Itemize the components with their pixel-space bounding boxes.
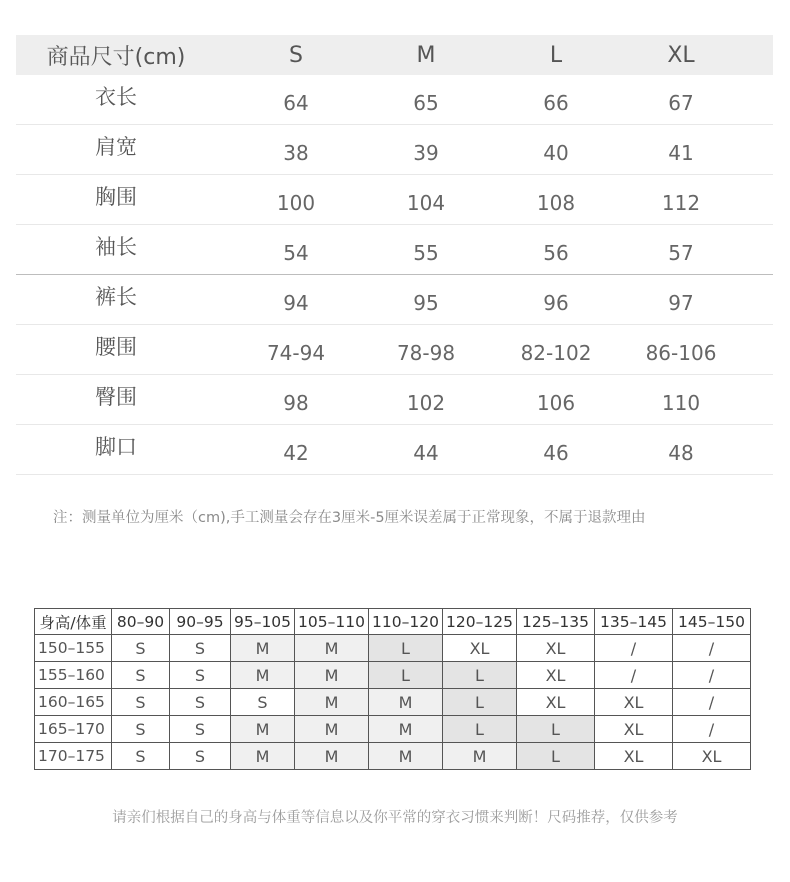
size-cell: S	[112, 662, 170, 689]
cell-value: 97	[668, 291, 694, 315]
cell-value: 66	[543, 91, 569, 115]
header-size-m: M	[416, 42, 436, 68]
size-cell: M	[369, 689, 443, 716]
size-cell: S	[170, 716, 231, 743]
size-cell: M	[231, 635, 295, 662]
header-weight-range: 110–120	[369, 609, 443, 635]
measurement-note: 注：测量单位为厘米（cm),手工测量会存在3厘米-5厘米误差属于正常现象，不属于退款理由	[53, 510, 646, 526]
cell-value: 64	[283, 91, 309, 115]
size-cell: S	[112, 635, 170, 662]
header-weight-range: 95–105	[231, 609, 295, 635]
cell-value: 39	[413, 141, 439, 165]
cell-value: 110	[661, 391, 701, 415]
table-row	[16, 325, 773, 375]
size-cell: XL	[517, 689, 595, 716]
header-size-s: S	[289, 42, 303, 68]
cell-value: 100	[276, 191, 316, 215]
size-cell: S	[170, 743, 231, 770]
size-cell: L	[443, 716, 517, 743]
cell-value: 38	[283, 141, 309, 165]
cell-value: 41	[668, 141, 694, 165]
size-cell: /	[595, 662, 673, 689]
size-cell: M	[295, 635, 369, 662]
cell-value: 102	[406, 391, 446, 415]
size-recommendation-table	[34, 608, 751, 770]
header-weight-range: 90–95	[170, 609, 231, 635]
cell-value: 74-94	[266, 341, 326, 365]
row-label: 胸围	[95, 185, 137, 209]
table-row	[16, 75, 773, 125]
row-label: 裤长	[95, 285, 137, 309]
size-cell: /	[673, 689, 751, 716]
size-cell: S	[170, 635, 231, 662]
size-cell: M	[231, 662, 295, 689]
size-cell: S	[170, 662, 231, 689]
cell-value: 104	[406, 191, 446, 215]
row-label: 衣长	[95, 85, 137, 109]
size-cell: S	[170, 689, 231, 716]
size-cell: S	[112, 689, 170, 716]
header-weight-range: 145–150	[673, 609, 751, 635]
cell-value: 78-98	[396, 341, 456, 365]
size-cell: XL	[673, 743, 751, 770]
table-row	[35, 635, 751, 662]
cell-value: 106	[536, 391, 576, 415]
size-cell: M	[443, 743, 517, 770]
table-row	[16, 425, 773, 475]
size-cell: /	[673, 635, 751, 662]
table-row	[35, 743, 751, 770]
size-cell: XL	[595, 689, 673, 716]
rec-header-row	[35, 609, 751, 635]
cell-value: 57	[668, 241, 694, 265]
size-cell: S	[112, 716, 170, 743]
row-label: 肩宽	[95, 135, 137, 159]
size-cell: /	[595, 635, 673, 662]
cell-value: 46	[543, 441, 569, 465]
table-row	[35, 716, 751, 743]
row-label: 袖长	[95, 235, 137, 259]
height-range: 150–155	[35, 635, 112, 662]
table-row	[16, 125, 773, 175]
height-range: 170–175	[35, 743, 112, 770]
size-cell: /	[673, 662, 751, 689]
size-cell: XL	[517, 662, 595, 689]
cell-value: 112	[661, 191, 701, 215]
header-weight-range: 135–145	[595, 609, 673, 635]
size-cell: XL	[595, 716, 673, 743]
cell-value: 98	[283, 391, 309, 415]
size-cell: S	[231, 689, 295, 716]
header-product-size: 商品尺寸(cm)	[46, 44, 186, 70]
cell-value: 96	[543, 291, 569, 315]
size-cell: XL	[443, 635, 517, 662]
table-row	[16, 175, 773, 225]
size-cell: L	[369, 662, 443, 689]
size-cell: XL	[517, 635, 595, 662]
size-cell: L	[517, 743, 595, 770]
size-table	[16, 35, 773, 475]
header-size-l: L	[549, 42, 563, 68]
header-weight-range: 80–90	[112, 609, 170, 635]
header-height-weight: 身高/体重	[35, 609, 112, 635]
cell-value: 86-106	[645, 341, 717, 365]
height-range: 155–160	[35, 662, 112, 689]
cell-value: 95	[413, 291, 439, 315]
row-label: 腰围	[95, 335, 137, 359]
size-cell: M	[369, 716, 443, 743]
cell-value: 94	[283, 291, 309, 315]
size-table-header	[16, 35, 773, 75]
size-cell: L	[517, 716, 595, 743]
table-row	[35, 662, 751, 689]
row-label: 臀围	[95, 385, 137, 409]
size-cell: L	[443, 689, 517, 716]
cell-value: 40	[543, 141, 569, 165]
size-cell: M	[231, 716, 295, 743]
header-size-xl: XL	[667, 42, 695, 68]
size-cell: M	[231, 743, 295, 770]
size-cell: L	[443, 662, 517, 689]
recommendation-note: 请亲们根据自己的身高与体重等信息以及你平常的穿衣习惯来判断！尺码推荐，仅供参考	[112, 810, 678, 826]
size-cell: M	[295, 743, 369, 770]
table-row	[16, 225, 773, 275]
row-label: 脚口	[95, 435, 137, 459]
cell-value: 108	[536, 191, 576, 215]
cell-value: 67	[668, 91, 694, 115]
cell-value: 54	[283, 241, 309, 265]
size-cell: /	[673, 716, 751, 743]
height-range: 160–165	[35, 689, 112, 716]
size-cell: M	[295, 689, 369, 716]
table-row	[16, 275, 773, 325]
cell-value: 55	[413, 241, 439, 265]
cell-value: 44	[413, 441, 439, 465]
header-weight-range: 125–135	[517, 609, 595, 635]
size-cell: M	[295, 716, 369, 743]
cell-value: 42	[283, 441, 309, 465]
header-weight-range: 105–110	[295, 609, 369, 635]
height-range: 165–170	[35, 716, 112, 743]
size-cell: M	[369, 743, 443, 770]
size-cell: M	[295, 662, 369, 689]
cell-value: 56	[543, 241, 569, 265]
size-cell: XL	[595, 743, 673, 770]
table-row	[16, 375, 773, 425]
size-cell: L	[369, 635, 443, 662]
table-row	[35, 689, 751, 716]
cell-value: 82-102	[520, 341, 592, 365]
cell-value: 65	[413, 91, 439, 115]
size-cell: S	[112, 743, 170, 770]
header-weight-range: 120–125	[443, 609, 517, 635]
cell-value: 48	[668, 441, 694, 465]
